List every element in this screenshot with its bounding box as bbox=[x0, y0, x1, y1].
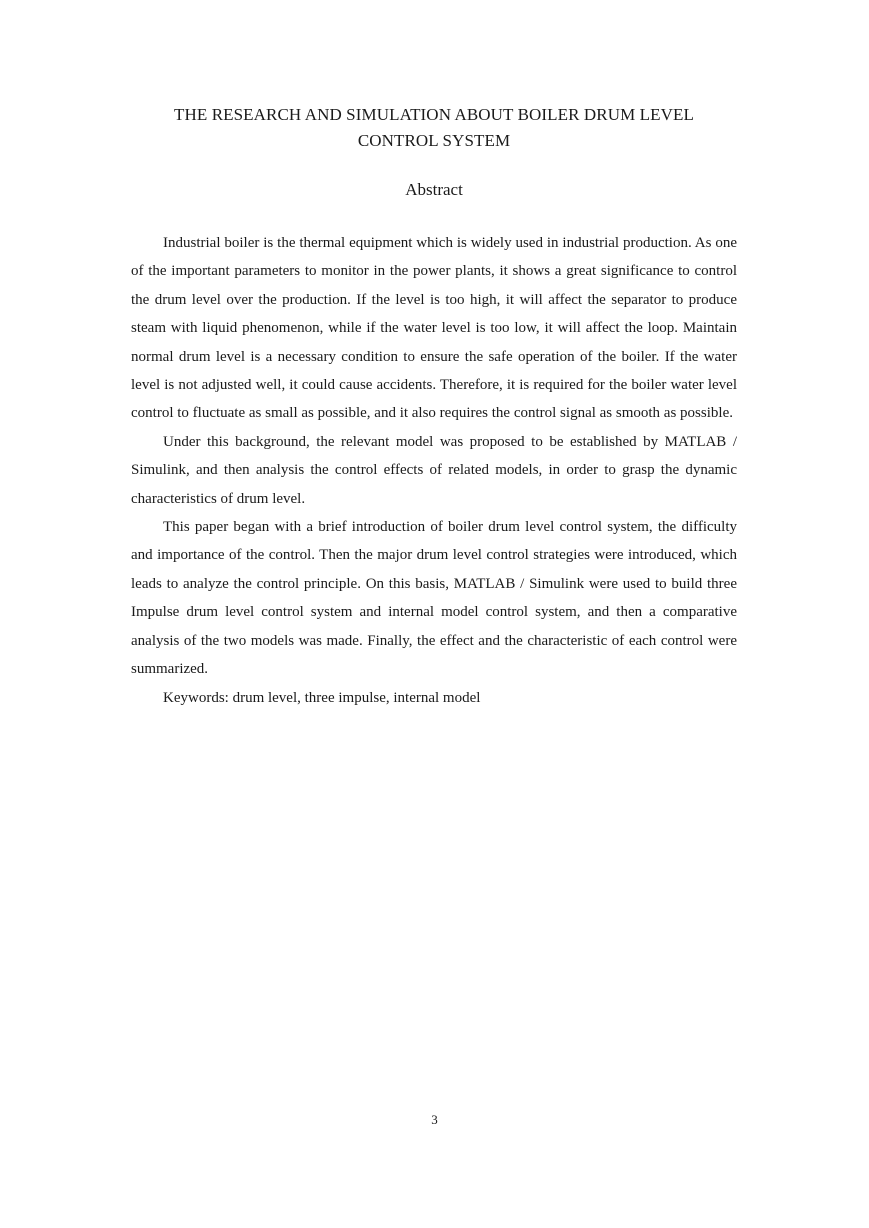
keywords-line: Keywords: drum level, three impulse, internal model bbox=[163, 689, 481, 706]
title-line-1: THE RESEARCH AND SIMULATION ABOUT BOILER DRUM LEVEL bbox=[174, 105, 694, 124]
abstract-paragraph-2: Under this background, the relevant model was proposed to be established by MATLAB / Simulink, and then analysis the control effects of related models, in order to grasp the dynamic characteristics of drum level. bbox=[131, 433, 737, 507]
abstract-heading: Abstract bbox=[405, 180, 463, 199]
abstract-paragraph-1: Industrial boiler is the thermal equipment which is widely used in industrial production. As one of the important parameters to monitor in the power plants, it shows a great significance to control the drum level over the production. If the level is too high, it will affect the separator to produce steam with liquid phenomenon, while if the water level is too low, it will affect the loop. Maintain normal drum level is a necessary condition to ensure the safe operation of the boiler. If the water level is not adjusted well, it could cause accidents. Therefore, it is required for the boiler water level control to fluctuate as small as possible, and it also requires the control signal as smooth as possible. bbox=[131, 235, 737, 422]
abstract-body bbox=[131, 229, 737, 712]
abstract-paragraph-3: This paper began with a brief introduction of boiler drum level control system, the difficulty and importance of the control. Then the major drum level control strategies were introduced, which leads to analyze the control principle. On this basis, MATLAB / Simulink were used to build three Impulse drum level control system and internal model control system, and then a comparative analysis of the two models was made. Finally, the effect and the characteristic of each control were summarized. bbox=[131, 519, 737, 678]
page-number: 3 bbox=[431, 1112, 438, 1127]
paper-title bbox=[131, 102, 737, 154]
title-line-2: CONTROL SYSTEM bbox=[357, 131, 511, 150]
